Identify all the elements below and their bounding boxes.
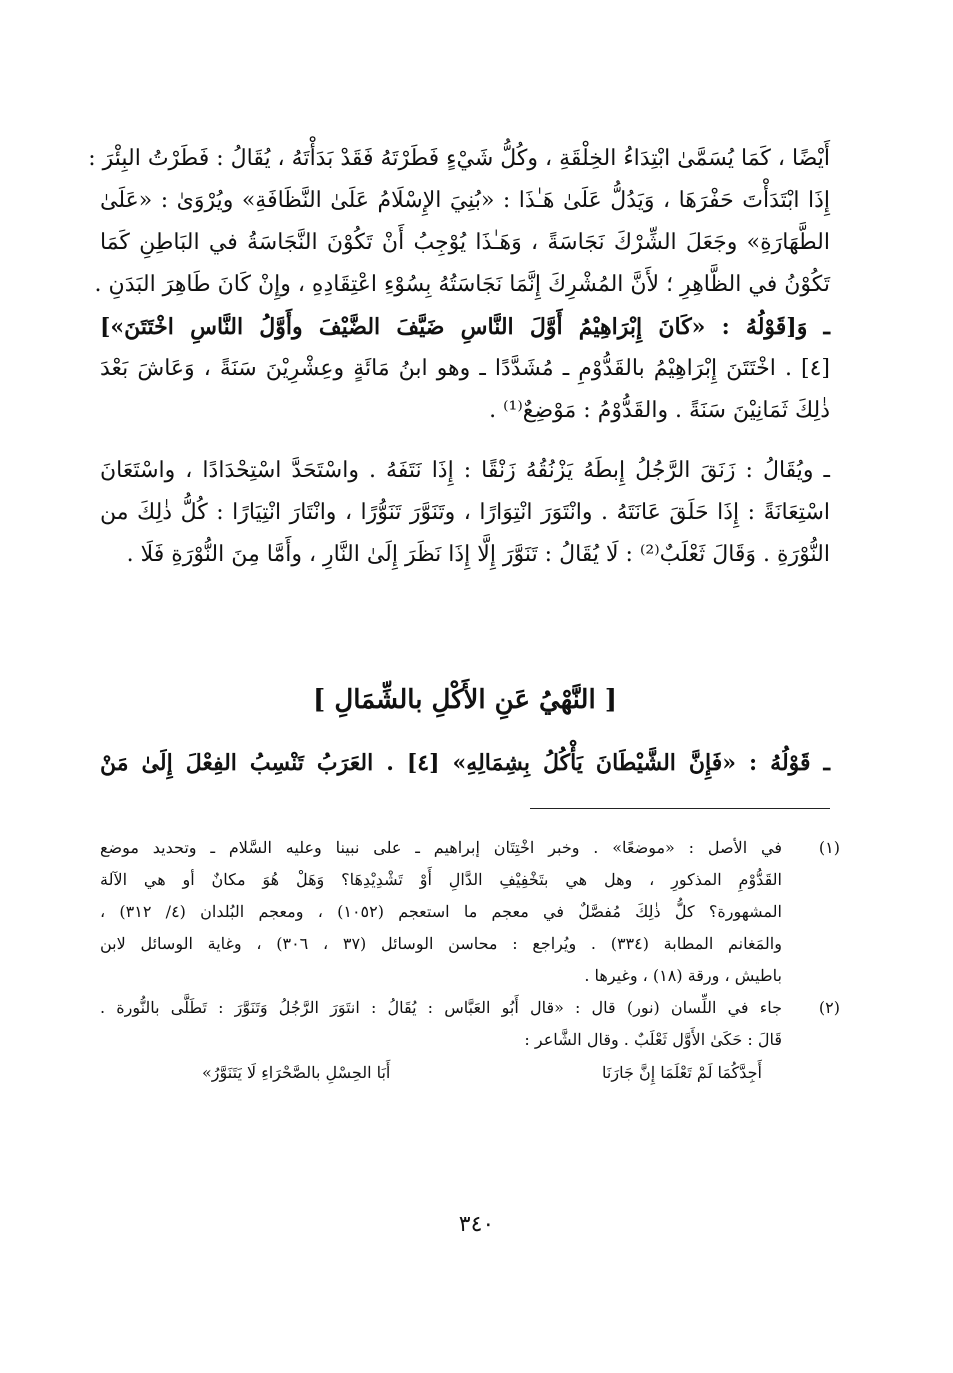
- body-line: [٤] . اخْتَتَنَ إِبْرَاهِيْمُ بالقَدُّوْمِ ـ مُشَدَّدًا ـ وهو ابنُ مَائَةٍ وعِشْرِيْنَ سَنَةً ، وَعَاشَ بَعْدَ: [100, 356, 830, 381]
- footnote-line: المشهورة؟ كلُّ ذٰلِكَ مُفصَّلٌ في معجم ما استعجم (١٠٥٢) ، ومعجم البُلدان (٤/ ٣١٢) ،: [100, 902, 782, 921]
- main-text-continuation: [100, 742, 830, 784]
- body-line: إِذَا ابْتَدَأْتَ حَفْرَهَا ، وَيَدُلُّ عَلَىٰ هَـٰذَا : «بُنِيَ الإِسْلَامُ عَلَىٰ النَّظَافَةِ» ويُرْوَىٰ : «عَلَىٰ: [100, 188, 830, 213]
- body-line: الطَّهَارَةِ» وجَعَلَ الشِّرْكَ نَجَاسَةً ، وَهَـٰذَا يُوْجِبُ أَنْ تَكُوْنَ النَّجَاسَةُ في البَاطِنِ كَمَا: [100, 230, 830, 255]
- footnote-line: قَالَ : حَكَىٰ الأَوَّل ثَعْلَبٌ . وقال الشَّاعر :: [524, 1030, 782, 1049]
- poetry-verse: [202, 1056, 762, 1090]
- body-line: النُّوْرَةِ . وَقَالَ ثَعْلَبٌ⁽²⁾ : لَا يُقَالُ : تَنَوَّرَ إِلَّا إِذَا نَظَرَ إِلَىٰ النَّارِ ، وأَمَّا مِنَ النُّوْرَةِ فَلَا .: [126, 542, 830, 567]
- body-line: ذٰلِكَ ثَمَانِيْنَ سَنَةً . والقَدُّوْمُ : مَوْضِعٌ⁽¹⁾ .: [489, 398, 830, 423]
- verse-second-hemistich: أَبَا الحِسْلِ بالصَّحْرَاءِ لَا يَتَنَوَّرُ»: [202, 1063, 391, 1082]
- main-text: [88, 138, 830, 576]
- section-heading: [ النَّهْيُ عَنِ الأَكْلِ بالشِّمَالِ ]: [312, 685, 618, 715]
- footnote-1: [100, 832, 840, 992]
- verse-first-hemistich: أَجِدَّكُمَا لَمْ تَعْلَمَا إِنَّ جَارَنَا: [602, 1063, 762, 1082]
- body-line: ـ ويُقَالُ : زَنَقَ الرَّجُلُ إِبطَهُ يَزْنُقُهُ زَنْقًا : إِذَا نَتَفَهُ . واسْتَحَدَّ اسْتِحْدَادًا ، واسْتَعَانَ: [100, 458, 830, 483]
- body-line: اسْتِعَانَةً : إِذَا حَلَقَ عَانَتَهُ . وانْتَوَرَ انْتِوَارًا ، وتَنَوَّرَ تَنَوُّرًا ، وانْتَارَ انْتِيَارًا : كُلُّ ذٰلِكَ من: [100, 500, 830, 525]
- quoted-saying-line: ـ وَ[قَوْلُهُ : «كَانَ إِبْرَاهِيْمُ أَوَّلَ النَّاسِ ضَيَّفَ الضَّيْفَ وأَوَّلُ النَّاسِ اخْتَتَنَ»]: [100, 314, 830, 340]
- footnote-number: (١): [818, 838, 840, 857]
- paragraph-gap: [100, 432, 830, 450]
- footnotes: [100, 832, 840, 1090]
- body-line: تَكُوْنُ في الظَّاهِرِ ؛ لأَنَّ المُشْرِكَ إِنَّمَا نَجَاسَتُهُ بِسُوْءِ اعْتِقَادِهِ ، وإِنْ كَانَ طَاهِرَ البَدَنِ .: [94, 272, 830, 297]
- footnote-number: (٢): [818, 998, 840, 1017]
- footnote-line: والمَغانم المطابة (٣٣٤) . ويُراجع : محاسن الوسائل (٣٧ ، ٣٠٦) ، وغاية الوسائل لابن: [100, 934, 782, 953]
- footnote-line: في الأصل : «موضعًا» . وخبر اخْتِتَان إبراهيم ـ على نبينا وعليه السَّلام ـ وتحديد موضع: [100, 838, 782, 857]
- footnote-2: [100, 992, 840, 1090]
- footnote-line: باطيش ، ورقة (١٨) ، وغيرها .: [584, 966, 782, 985]
- body-line: أَيْضًا ، كَمَا يُسَمَّىٰ ابْتِدَاءُ الخِلْقَةِ ، وكُلُّ شَيْءٍ فَطَرْتَهُ فَقَدْ بَدَأْتَهُ ، يُقَالُ : فَطَرْتُ البِئْرَ :: [88, 146, 830, 171]
- page-number: ٣٤٠: [458, 1212, 495, 1237]
- footnote-line: جاء في اللِّسان (نور) قال : «قال أَبُو العَبَّاس : يُقَالُ : انتَوَرَ الرَّجُلُ وَتَنَوَّرَ : تَطَلَّى بالنُّورة .: [100, 998, 782, 1017]
- footnote-line: القَدُّوْمِ المذكورِ ، وهل هي بتَخْفِيْفِ الدَّالِ أَوْ تَشْدِيْدِهَا؟ وَهَلْ هُوَ مكانٌ أو هي الآلة: [100, 870, 782, 889]
- footnote-separator: [530, 808, 830, 809]
- quoted-saying-line: ـ قَوْلُهُ : «فَإِنَّ الشَّيْطَانَ يَأْكُلُ بِشِمَالِهِ» [٤] . العَرَبُ تَنْسِبُ الفِعْلَ إِلَىٰ مَنْ: [100, 750, 830, 776]
